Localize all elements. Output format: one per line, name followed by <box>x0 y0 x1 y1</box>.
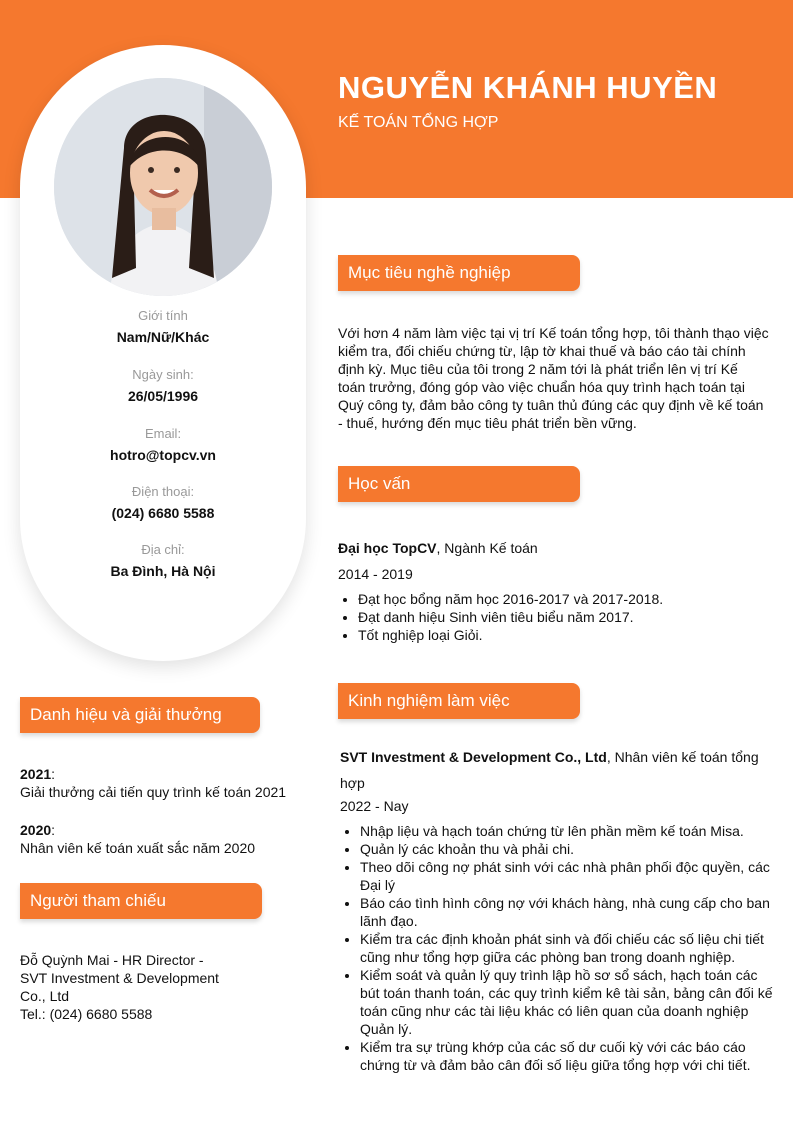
reference-line: Tel.: (024) 6680 5588 <box>20 1006 153 1022</box>
education-section-title: Học vấn <box>338 466 580 502</box>
gender-value: Nam/Nữ/Khác <box>116 329 210 345</box>
list-item: • Kiểm soát và quản lý quy trình lập hồ sơ sổ sách, hạch toán các bút toán thanh toán, các quy trình kiểm kê tài sản, bảng cân đối kế toán cũng như các tài liệu khác có liên quan của doanh nghiệp Quản lý. <box>360 966 780 1038</box>
education-school-line <box>338 539 783 557</box>
objective-text <box>338 324 783 432</box>
phone-value: (024) 6680 5588 <box>111 505 215 521</box>
address-block <box>20 542 306 579</box>
reference-block <box>20 951 310 1023</box>
address-label: Địa chỉ: <box>141 542 185 557</box>
experience-company-line <box>340 744 780 796</box>
school-name: Đại học TopCV <box>338 540 437 556</box>
birth-label: Ngày sinh: <box>132 367 194 382</box>
experience-section-title: Kinh nghiệm làm việc <box>338 683 580 719</box>
objective-line: Với hơn 4 năm làm việc tại vị trí Kế toán tổng hợp, tôi thành thạo việc <box>338 325 769 341</box>
major: , Ngành Kế toán <box>436 540 538 556</box>
reference-line: SVT Investment & Development <box>20 970 219 986</box>
awards-section-title: Danh hiệu và giải thưởng <box>20 697 260 733</box>
list-item: • Nhập liệu và hạch toán chứng từ lên phần mềm kế toán Misa. <box>360 822 780 840</box>
experience-list <box>340 822 780 1074</box>
objective-line: kiểm tra, đối chiếu chứng từ, lập tờ khai thuế và báo cáo tài chính <box>338 343 746 359</box>
role: , Nhân viên kế toán tổng <box>606 749 759 765</box>
objective-line: toán trưởng, đóng góp vào việc chuẩn hóa quy trình hạch toán tại <box>338 379 745 395</box>
list-item: • Tốt nghiệp loại Giỏi. <box>358 626 783 644</box>
list-item: • Báo cáo tình hình công nợ với khách hàng, nhà cung cấp cho ban lãnh đạo. <box>360 894 780 930</box>
profile-photo <box>54 78 272 296</box>
reference-line: Đỗ Quỳnh Mai - HR Director - <box>20 952 204 968</box>
email-label: Email: <box>144 426 182 441</box>
email-value[interactable]: hotro@topcv.vn <box>110 447 216 463</box>
award-text: Nhân viên kế toán xuất sắc năm 2020 <box>20 840 256 856</box>
objective-line: định kỳ. Mục tiêu của tôi trong 2 năm tới là phát triển lên vị trí Kế <box>338 361 738 377</box>
list-item: • Quản lý các khoản thu và phải chi. <box>360 840 780 858</box>
award-item: 2021: Giải thưởng cải tiến quy trình kế toán 2021 <box>20 766 287 800</box>
education-period: 2014 - 2019 <box>338 566 413 582</box>
email-block <box>20 426 306 463</box>
list-item: • Đạt danh hiệu Sinh viên tiêu biểu năm 2017. <box>358 608 783 626</box>
birth-block <box>20 367 306 404</box>
award-item: 2020: Nhân viên kế toán xuất sắc năm 2020 <box>20 822 256 856</box>
company-name: SVT Investment & Development Co., Ltd <box>340 749 607 765</box>
award-year: 2021 <box>20 766 52 782</box>
job-title: KẾ TOÁN TỔNG HỢP <box>338 114 499 131</box>
portrait-image <box>54 78 272 296</box>
list-item: • Theo dõi công nợ phát sinh với các nhà phân phối độc quyền, các Đại lý <box>360 858 780 894</box>
list-item: • Đạt học bổng năm học 2016-2017 và 2017-2018. <box>358 590 783 608</box>
list-item: • Kiểm tra sự trùng khớp của các số dư cuối kỳ với các báo cáo chứng từ và đảm bảo cân đối số liệu giữa tổng hợp với chi tiết. <box>360 1038 780 1074</box>
experience-period: 2022 - Nay <box>340 798 409 814</box>
candidate-name: NGUYỄN KHÁNH HUYỀN <box>338 70 718 105</box>
objective-line: Quý công ty, đảm bảo công ty tuân thủ đúng các quy định về kế toán <box>338 397 764 413</box>
role-cont: hợp <box>340 775 365 791</box>
award-year: 2020 <box>20 822 52 838</box>
gender-label: Giới tính <box>138 308 188 323</box>
reference-line: Co., Ltd <box>20 988 70 1004</box>
objective-section-title: Mục tiêu nghề nghiệp <box>338 255 580 291</box>
gender-block <box>20 308 306 345</box>
phone-block <box>20 484 306 521</box>
references-section-title: Người tham chiếu <box>20 883 262 919</box>
list-item: • Kiểm tra các định khoản phát sinh và đối chiếu các số liệu chi tiết cũng như tổng hợp giữa các phòng ban trong doanh nghiệp. <box>360 930 780 966</box>
award-text: Giải thưởng cải tiến quy trình kế toán 2021 <box>20 784 287 800</box>
birth-value: 26/05/1996 <box>127 388 199 404</box>
address-value: Ba Đình, Hà Nội <box>110 563 216 579</box>
phone-label: Điện thoại: <box>131 484 195 499</box>
objective-line: - thuế, hướng đến mục tiêu phát triển bền vững. <box>338 415 637 431</box>
education-list <box>338 590 783 644</box>
